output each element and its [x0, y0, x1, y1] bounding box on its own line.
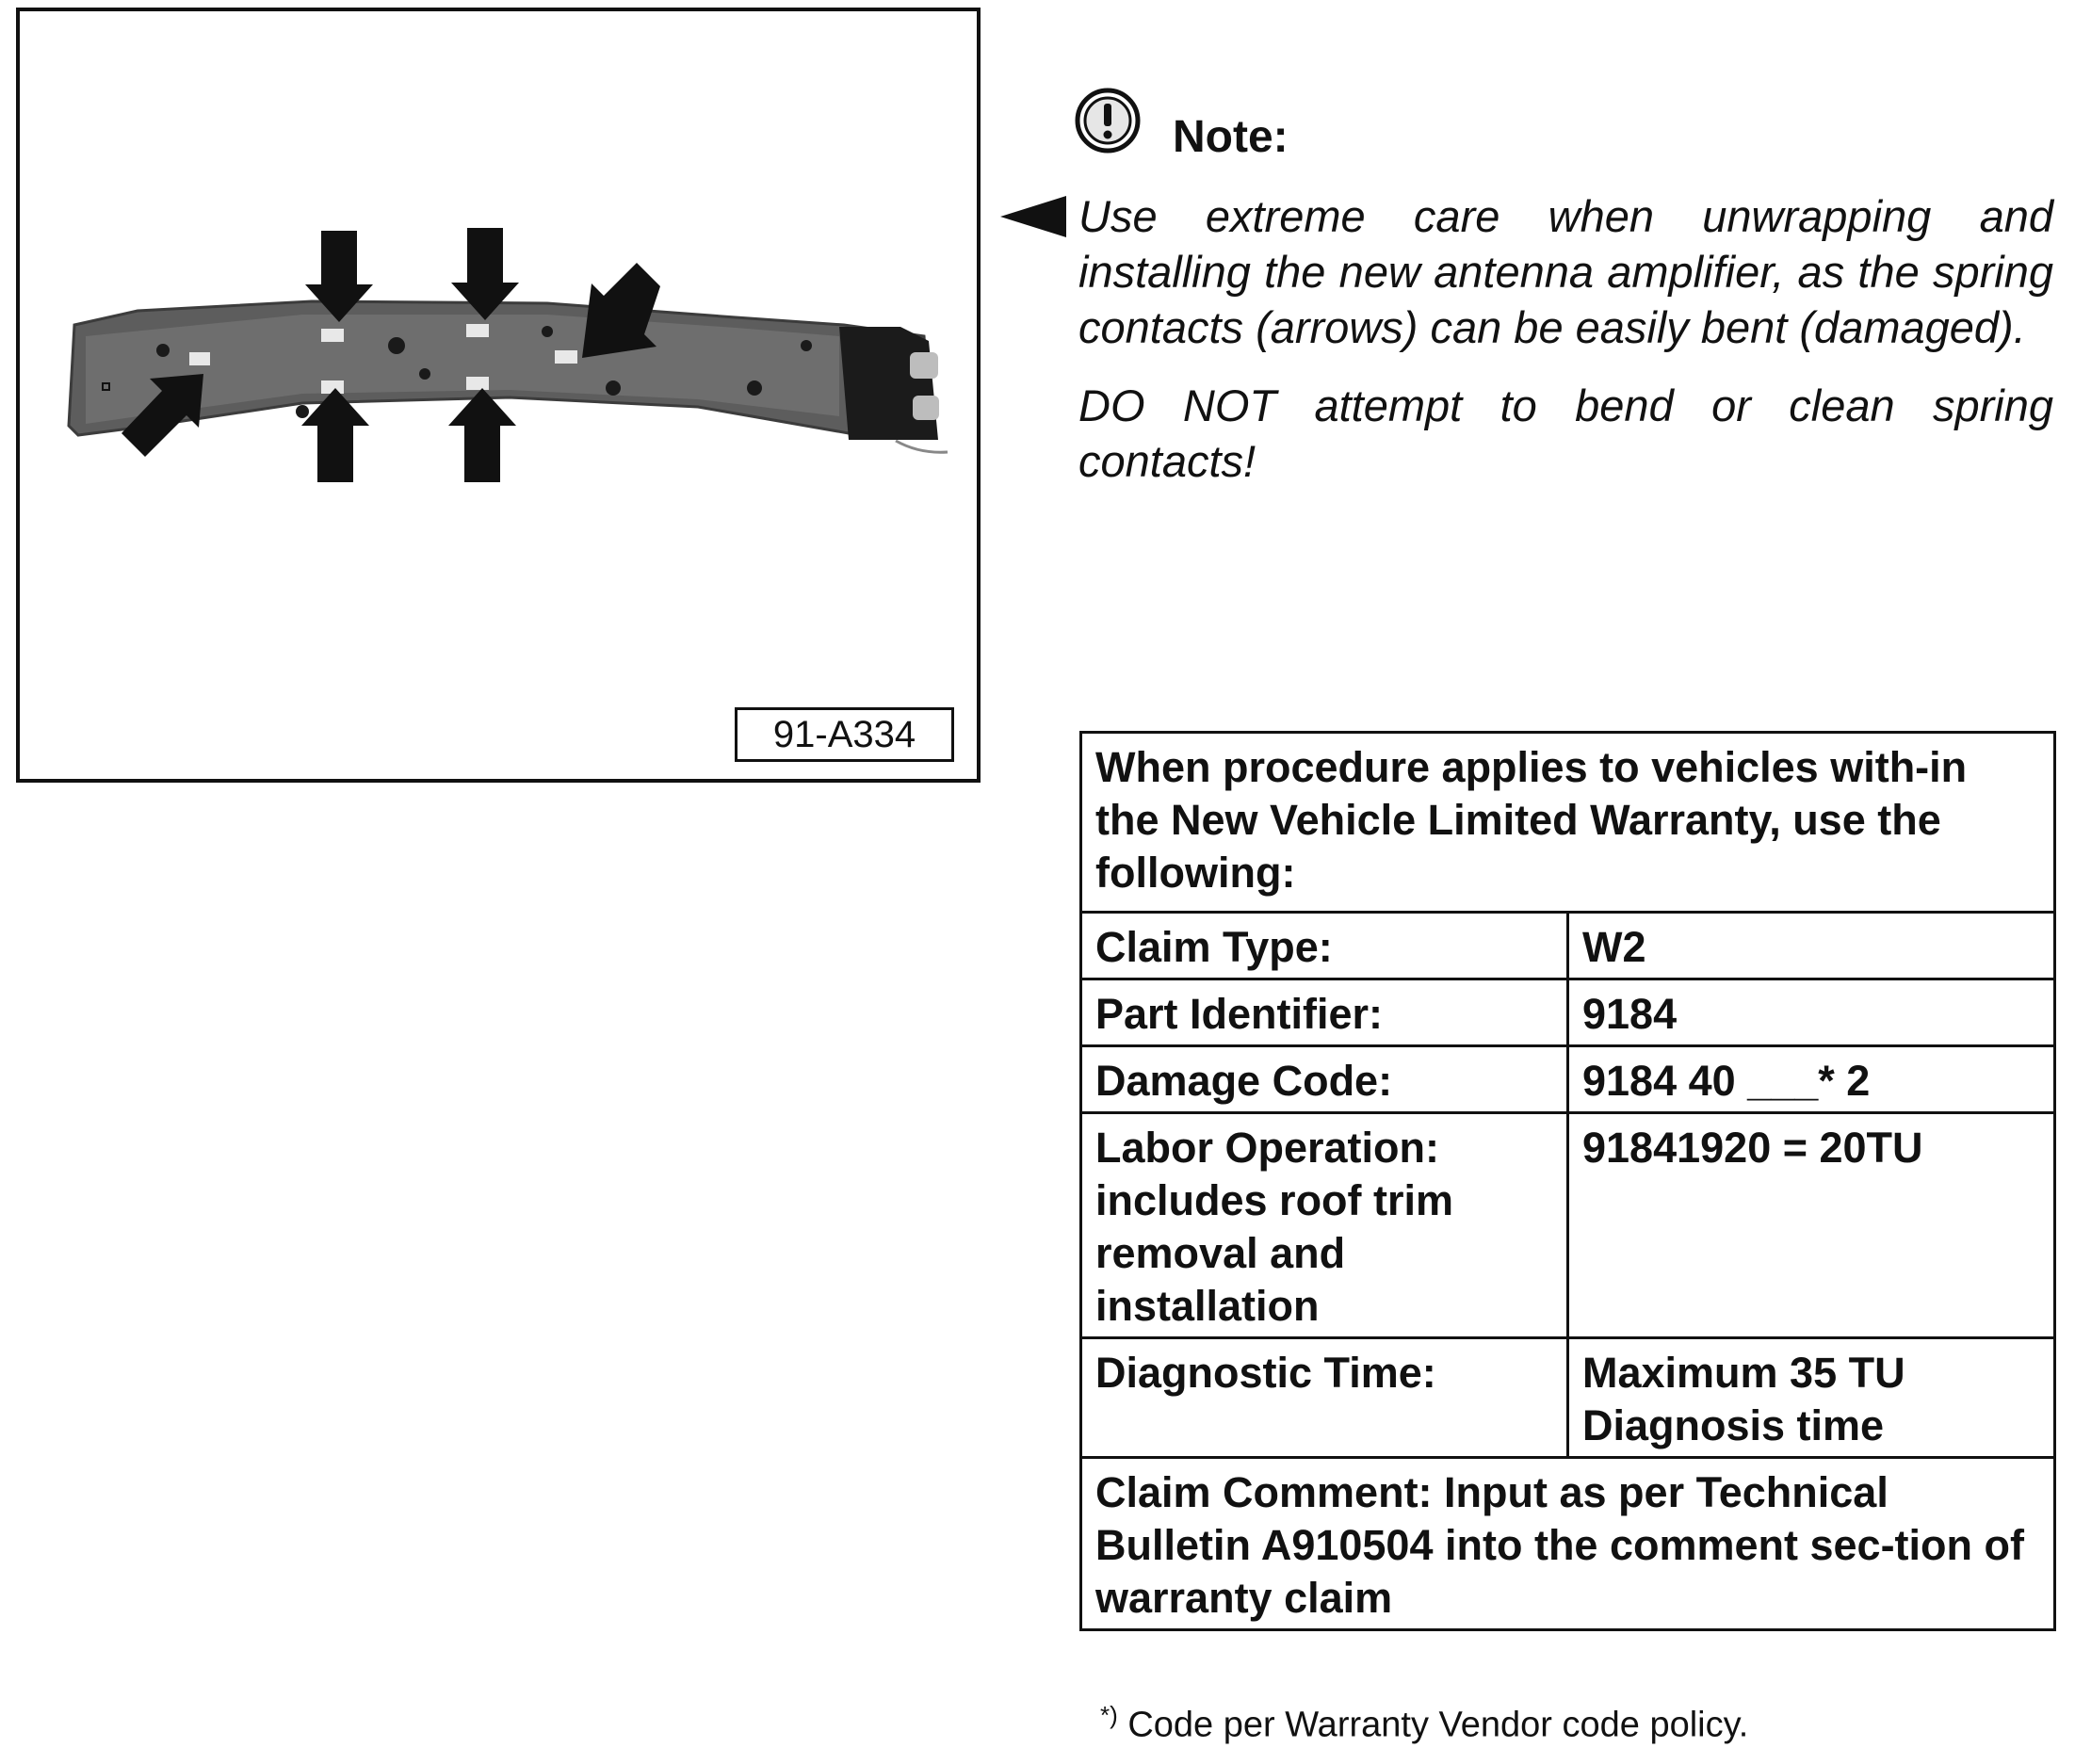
row-label-diagnostic-time: Diagnostic Time:: [1081, 1338, 1568, 1458]
footnote-text: Code per Warranty Vendor code policy.: [1127, 1705, 1749, 1745]
claim-comment: Claim Comment: Input as per Technical Bulletin A910504 into the comment sec-tion of warranty claim: [1081, 1458, 2055, 1630]
row-label-part-identifier: Part Identifier:: [1081, 979, 1568, 1046]
antenna-amplifier-photo: [20, 11, 977, 779]
row-value-claim-type: W2: [1568, 913, 2055, 979]
exclamation-circle-icon: [1074, 87, 1142, 154]
figure-box: [16, 8, 981, 783]
figure-label: 91-A334: [735, 707, 954, 762]
row-value-diagnostic-time: Maximum 35 TU Diagnosis time: [1568, 1338, 2055, 1458]
table-footer-row: [1081, 1458, 2055, 1630]
table-header-row: [1081, 733, 2055, 913]
left-pointer-arrow-icon: [1000, 196, 1066, 237]
note-body: [1078, 188, 2053, 511]
footnote-mark: *): [1100, 1701, 1118, 1729]
table-row: [1081, 979, 2055, 1046]
table-row: [1081, 1338, 2055, 1458]
note-paragraph: Use extreme care when unwrapping and installing the new antenna amplifier, as the spring contacts (arrows) can be easily bent (damaged).: [1078, 191, 2053, 352]
note-title: Note:: [1173, 112, 1289, 162]
note-warning: DO NOT attempt to bend or clean spring contacts!: [1078, 380, 2053, 486]
row-value-part-identifier: 9184: [1568, 979, 2055, 1046]
table-row: [1081, 1113, 2055, 1338]
table-header: When procedure applies to vehicles with-in the New Vehicle Limited Warranty, use the following:: [1081, 733, 2055, 913]
row-label-damage-code: Damage Code:: [1081, 1046, 1568, 1113]
footnote: [1100, 1701, 1748, 1746]
table-row: [1081, 913, 2055, 979]
row-label-claim-type: Claim Type:: [1081, 913, 1568, 979]
row-value-labor-operation: 91841920 = 20TU: [1568, 1113, 2055, 1338]
warranty-table: [1079, 731, 2056, 1631]
table-row: [1081, 1046, 2055, 1113]
row-value-damage-code: 9184 40 ___* 2: [1568, 1046, 2055, 1113]
row-label-labor-operation: Labor Operation: includes roof trim removal and installation: [1081, 1113, 1568, 1338]
